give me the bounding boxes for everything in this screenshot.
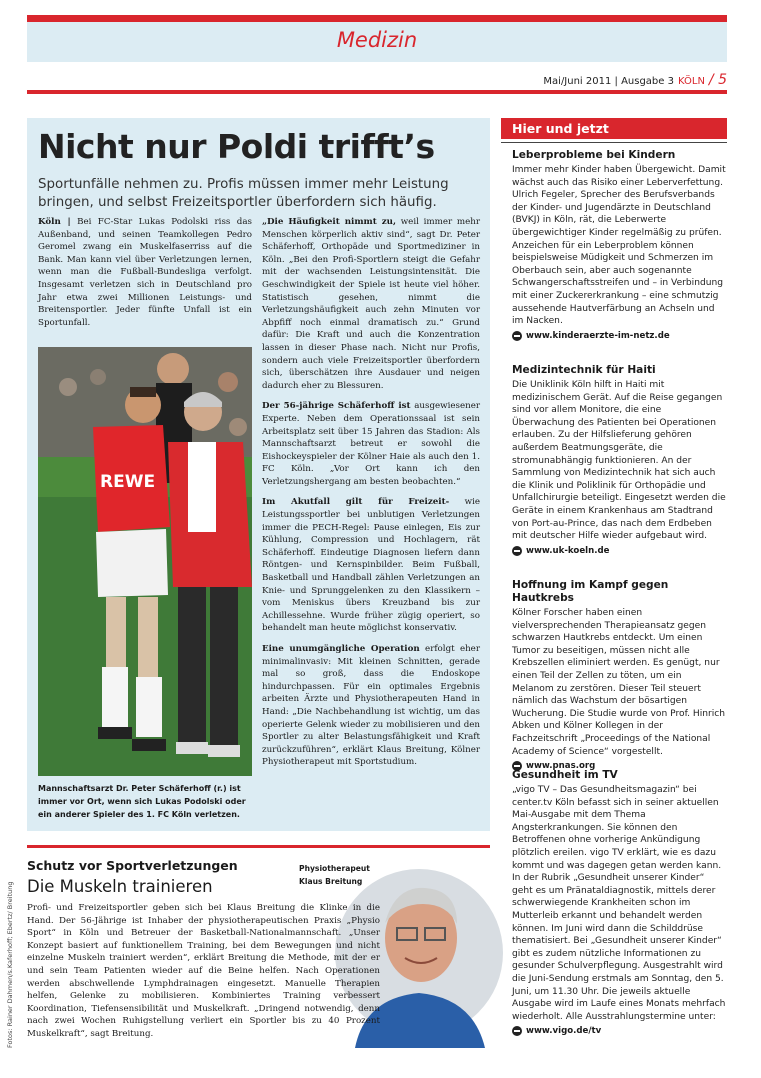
sidebar-item-title: Leberprobleme bei Kindern <box>512 149 676 161</box>
paragraph-text: wie Leistungssportler bei unblutigen Verletzungen immer die PECH-Regel: Pause einlegen, Eis zur Kühlung, Compression und Hochlagern, rät Schäferhoff. Eindeutige Diagnosen liefern dann Röntgen- und Kernspinbilder. Beim Fußball, Basketball und Handball zählen Verletzungen an Knie- und Sprunggelenken zu den Klassikern – vom Meniskus übers Kreuzband bis zur Achillessehne. Wurde früher zügig operiert, so behandelt man heute möglichst konservativ. <box>262 497 480 634</box>
sidebar-item-title: Gesundheit im TV <box>512 769 618 781</box>
podolski-photo <box>38 347 252 776</box>
link-text[interactable]: www.vigo.de/tv <box>526 1026 602 1037</box>
intro-text: Bei FC-Star Lukas Podolski riss das Außenband, und seinen Teamkollegen Pedro Geromel zwang ein Muskelfaserriss auf die Bank. Man kann viel über Verletzungen lernen, wenn man die Fußball-Bundesliga verfolgt. Insgesamt verletzen sich in Deutschland pro Jahr etwa zwei Millionen Leistungs- und Breitensportler. Jeder fünfte Unfall ist ein Sportunfall. <box>38 217 252 328</box>
bottom-title: Die Muskeln trainieren <box>27 877 213 896</box>
link-text[interactable]: www.kinderaerzte-im-netz.de <box>526 330 670 341</box>
paragraph-lead: Der 56-jährige Schäferhoff ist <box>262 401 411 412</box>
paragraph-3 <box>262 496 480 635</box>
article-intro <box>38 216 252 329</box>
bottom-article-rule <box>27 845 490 848</box>
globe-icon <box>512 546 522 556</box>
section-title: Medizin <box>336 28 418 52</box>
paragraph-4 <box>262 643 480 769</box>
header-bottom-rule <box>27 90 727 94</box>
article-deck: Sportunfälle nehmen zu. Profis müssen immer mehr Leistung bringen, und selbst Freizeitsportler überfordern sich häufig. <box>38 177 449 210</box>
sidebar-item-tv <box>512 769 726 1036</box>
header-top-rule <box>27 15 727 22</box>
photo-credit-text: Fotos: Rainer Dahmen/s.Kaferhoff; Ebertz/ Breitung <box>6 881 14 1048</box>
paragraph-lead: Eine unumgängliche Operation <box>262 644 420 654</box>
paragraph-text: ausgewiesener Experte. Neben dem Operationssaal ist sein Arbeitsplatz seit über 15 Jahren das Stadion: Als Mannschaftsarzt betreut er sowohl die Eishockeyspieler der Kölner Haie als auch den 1. FC Köln. „Vor Ort kann ich den Verletzungshergang am besten beobachten.“ <box>262 401 480 487</box>
sidebar-item-link[interactable] <box>512 1026 726 1036</box>
sidebar-item-title: Medizintechnik für Haiti <box>512 364 656 376</box>
sidebar-item-text: Immer mehr Kinder haben Übergewicht. Damit wächst auch das Risiko einer Leberverfettung. Ulrich Fegeler, Sprecher des Berufsverbands der Kinder- und Jugendärzte in Deutschland (BVKJ) in Köln, rät, die Leberwerte übergewichtiger Kinder regelmäßig zu prüfen. Anzeichen für ein Leberproblem können beispielsweise Müdigkeit und Schmerzen im Oberbauch sein, aber auch sogenannte Schwangerschaftsstreifen und – in Verbindung mit einer Zuckererkrankung – eine schmutzig aussehende Hautverfärbung an Achseln und im Nacken. <box>512 165 726 327</box>
bottom-kicker: Schutz vor Sportverletzungen <box>27 858 238 873</box>
shirt-sponsor-text: REWE <box>100 472 156 492</box>
sidebar-item-text: Kölner Forscher haben einen vielversprechenden Therapieansatz gegen schwarzen Hautkrebs entdeckt. Um einen Tumor zu beseitigen, müssen nicht alle Krebszellen eliminiert werden. Es genügt, nur einen Teil der Zellen zu töten, um ein Melanom zu zerstören. Dieser Teil steuert nämlich das Wachstum der bösartigen Wucherung. Die Studie wurde von Prof. Hinrich Abken und Kölner Kollegen in der Fachzeitschrift „Proceedings of the National Academy of Science“ vorgestellt. <box>512 608 726 757</box>
globe-icon <box>512 1026 522 1036</box>
sidebar-heading: Hier und jetzt <box>512 121 609 136</box>
sidebar-item-skin-cancer <box>512 579 726 771</box>
link-text[interactable]: www.pnas.org <box>526 761 596 772</box>
issue-info <box>543 72 727 88</box>
paragraph-lead: „Die Häufigkeit nimmt zu, <box>262 217 397 227</box>
issue-label: Mai/Juni 2011 | Ausgabe 3 <box>543 76 674 87</box>
globe-icon <box>512 331 522 341</box>
paragraph-text: erfolgt eher minimalinvasiv: Mit kleinen Schnitten, gerade mal so groß, dass die Endoskope hindurchpassen. Für ein optimales Ergebnis arbeiten Ärzte und Physiotherapeuten Hand in Hand: „Die Nachbehandlung ist wichtig, um das operierte Gelenk wieder zu mobilisieren und den Sportler zu alter Belastungsfähigkeit und Kraft zurückzuführen“, erklärt Klaus Breitung, Kölner Physiotherapeut mit Sportstudium. <box>262 644 480 768</box>
article-headline: Nicht nur Poldi trifft’s <box>38 127 435 166</box>
sidebar-item-haiti <box>512 364 726 556</box>
city-label: KÖLN <box>677 76 705 87</box>
link-text[interactable]: www.uk-koeln.de <box>526 545 610 556</box>
bottom-article-body: Profi- und Freizeitsportler geben sich bei Klaus Breitung die Klinke in die Hand. Der 56-Jährige ist Inhaber der physiotherapeutischen Praxis „Physio Sport“ in Köln und Betreuer der Basketball-Nationalmannschaft. „Unser Konzept basiert auf funktionellem Training, bei dem Bewegungen und nicht einzelne Muskeln trainiert werden“, erklärt Breitung die Methode, mit der er und sein Team Patienten wieder auf die Beine helfen. Nach Operationen werden abschwellende Lymphdrainagen eingesetzt. Manuelle Therapien helfen, Gelenke zu mobilisieren. Kombiniertes Training verbessert Koordination, Tiefensensibilität und Muskelkraft. „Dringend notwendig, denn nach zwei Wochen Ruhigstellung verliert ein Sportler bis zu 40 Prozent Muskelkraft“, sagt Breitung. <box>27 903 380 1039</box>
dateline: Köln | <box>38 217 71 227</box>
sidebar-item-liver <box>512 149 726 341</box>
article-column-2 <box>262 216 480 777</box>
sidebar-rule <box>501 142 727 143</box>
paragraph-text: weil immer mehr Menschen körperlich aktiv sind“, sagt Dr. Peter Schäferhoff, Orthopäde und Sportmediziner in Köln. „Bei den Profi-Sportlern steigt die Gefahr mit der wachsenden Leistungsintensität. Die Geschwindigkeit der Spiele ist heute viel höher. Statistisch gesehen, nimmt die Verletzungshäufigkeit auch zehn Minuten vor Abpfiff noch einmal dramatisch zu.“ Grund dafür: Die Kraft und auch die Konzentration lassen in dieser Phase nach. Nicht nur Profis, sondern auch viele Freizeitsportler überfordern sich, überschätzen ihre Ausdauer und neigen dadurch eher zu Blessuren. <box>262 217 481 391</box>
photo-caption: Mannschaftsarzt Dr. Peter Schäferhoff (r.) ist immer vor Ort, wenn sich Lukas Podolski oder ein anderer Spieler des 1. FC Köln verletzen. <box>38 784 246 819</box>
sidebar-item-link[interactable] <box>512 546 726 556</box>
page-number: / 5 <box>708 72 727 88</box>
photo-credit <box>3 880 15 1050</box>
paragraph-2 <box>262 400 480 488</box>
portrait-caption: Physiotherapeut Klaus Breitung <box>299 864 370 886</box>
sidebar-item-text: Die Uniklinik Köln hilft in Haiti mit medizinischem Gerät. Auf die Reise gegangen sind vor allem Monitore, die eine Überwachung des Patienten bei Operationen erlauben. Zu der Hilfslieferung gehören außerdem Beatmungsgeräte, die stromunabhängig funktionieren. An der Sammlung von Medizintechnik hat sich auch die Klinik und Poliklinik für Orthopädie und Unfallchirurgie beteiligt. Eingesetzt werden die Geräte in einem Krankenhaus am Stadtrand von Port-au-Prince, das nach dem Erdbeben mit deutscher Hilfe wieder aufgebaut wird. <box>512 380 726 542</box>
sidebar-item-text: „vigo TV – Das Gesundheitsmagazin“ bei center.tv Köln befasst sich in seiner aktuellen Mai-Ausgabe mit dem Thema Angsterkrankungen. Sie können den Betroffenen ohne vorherige Ankündigung plötzlich ereilen. vigo TV erklärt, wie es dazu kommt und was dagegen getan werden kann. In der Rubrik „Gesundheit unserer Kinder“ geht es um Pränataldiagnostik, mittels derer schwerwiegende Krankheiten schon im Mutterleib erkannt und behandelt werden können. Im Juni wird dann die Schilddrüse thematisiert. Bei „Gesundheit unserer Kinder“ gibt es zudem nützliche Informationen zu gesunder Schulverpflegung. Ausgestrahlt wird die Juni-Sendung erstmals am Sonntag, den 5. Juni, um 11.30 Uhr. Die jeweils aktuelle Ausgabe wird im Laufe eines Monats mehrfach wiederholt. Alle Ausstrahlungstermine unter: <box>512 785 726 1022</box>
sidebar-item-title: Hoffnung im Kampf gegen Hautkrebs <box>512 579 669 604</box>
paragraph-lead: Im Akutfall gilt für Freizeit- <box>262 497 450 508</box>
sidebar-item-link[interactable] <box>512 331 726 341</box>
paragraph-1 <box>262 216 480 392</box>
